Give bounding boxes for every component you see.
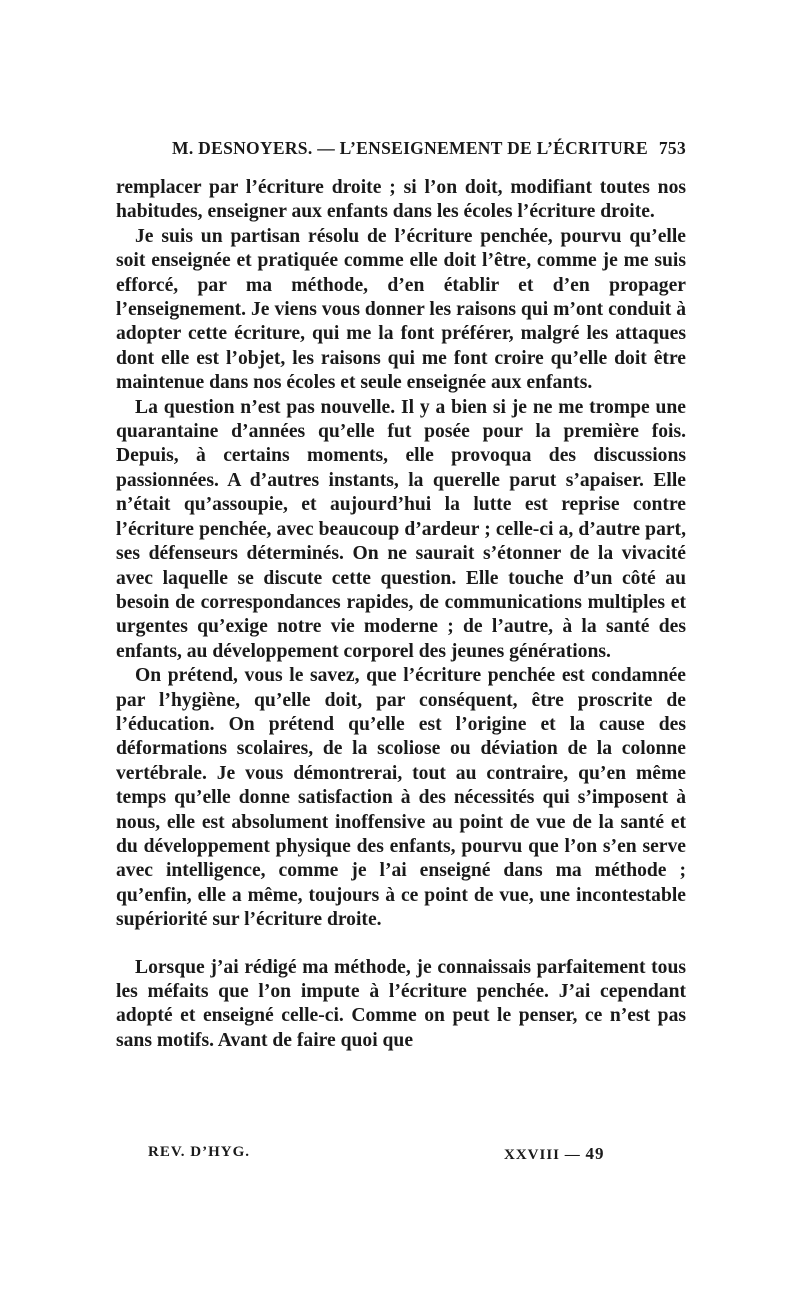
paragraph: On prétend, vous le savez, que l’écriture penchée est condamnée par l’hygiène, qu’elle doit, par conséquent, être proscrite de l’éducation. On prétend qu’elle est l’origine et la cause des déformations scolaires, de la scoliose ou déviation de la colonne vertébrale. Je vous démontrerai, tout au contraire, qu’en même temps qu’elle donne satisfaction à des nécessités qui s’imposent à nous, elle est absolument inoffensive au point de vue de la santé et du développement physique des enfants, pourvu que l’on s’en serve avec intelligence, comme je l’ai enseigné dans ma méthode ; qu’enfin, elle a même, toujours à ce point de vue, une incontestable supériorité sur l’écriture droite. [116, 665, 686, 931]
paragraph: Je suis un partisan résolu de l’écriture penchée, pourvu qu’elle soit enseignée et pratiquée comme elle doit l’être, comme je me suis efforcé, par ma méthode, d’en établir et d’en propager l’enseignement. Je viens vous donner les raisons qui m’ont conduit à adopter cette écriture, qui me la font préférer, malgré les attaques dont elle est l’objet, les raisons qui me font croire qu’elle doit être maintenue dans nos écoles et seule enseignée aux enfants. [116, 225, 686, 394]
paragraph: La question n’est pas nouvelle. Il y a bien si je ne me trompe une quarantaine d’années qu’elle fut posée pour la première fois. Depuis, à certains moments, elle provoqua des discussions passionnées. A d’autres instants, la querelle parut s’apaiser. Elle n’était qu’assoupie, et aujourd’hui la lutte est reprise contre l’écriture penchée, avec beaucoup d’ardeur ; celle-ci a, d’autre part, ses défenseurs déterminés. On ne saurait s’étonner de la vivacité avec laquelle se discute cette question. Elle touche d’un côté au besoin de correspondances rapides, de communications multiples et urgentes qu’exige notre vie moderne ; de l’autre, à la santé des enfants, au développement corporel des jeunes générations. [116, 396, 686, 662]
paragraph-continuation: remplacer par l’écriture droite ; si l’on doit, modifiant toutes nos habitudes, enseigner aux enfants dans les écoles l’écriture droite. [116, 177, 686, 223]
signature-mark [504, 1144, 605, 1164]
body-text [116, 176, 686, 1053]
signature-number: 49 [585, 1144, 605, 1163]
running-head-title: M. DESNOYERS. — L’ENSEIGNEMENT DE L’ÉCRITURE [172, 138, 648, 158]
journal-abbreviation: REV. D’HYG. [148, 1144, 250, 1160]
page-number: 753 [658, 138, 686, 158]
signature-volume: XXVIII — [504, 1147, 581, 1163]
paragraph: Lorsque j’ai rédigé ma méthode, je connaissais parfaitement tous les méfaits que l’on impute à l’écriture penchée. J’ai cependant adopté et enseigné celle-ci. Comme on peut le penser, ce n’est pas sans motifs. Avant de faire quoi que [116, 956, 686, 1051]
